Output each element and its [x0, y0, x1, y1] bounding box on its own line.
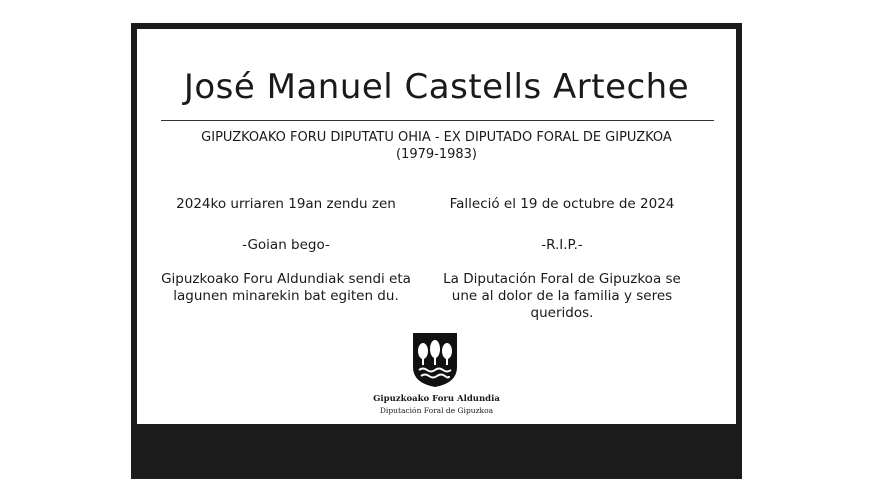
subtitle-years: (1979-1983)	[395, 147, 477, 162]
basque-death-text: 2024ko urriaren 19an zendu zen	[176, 196, 396, 212]
title-divider	[161, 120, 714, 121]
subtitle	[137, 129, 736, 163]
obituary-notice	[131, 23, 742, 479]
subtitle-role: GIPUZKOAKO FORU DIPUTATU OHIA - EX DIPUTADO FORAL DE GIPUZKOA	[201, 130, 672, 145]
basque-rip-text: -Goian bego-	[242, 237, 330, 253]
org-name-spanish: Diputación Foral de Gipuzkoa	[379, 406, 494, 415]
bottom-bar	[131, 424, 742, 479]
deceased-name: José Manuel Castells Arteche	[183, 67, 690, 107]
spanish-rip-text: -R.I.P.-	[541, 237, 583, 253]
basque-condolence-text: Gipuzkoako Foru Aldundiak sendi eta lagunen minarekin bat egiten du.	[161, 271, 411, 304]
spanish-condolence-text: La Diputación Foral de Gipuzkoa se une al dolor de la familia y seres queridos.	[443, 271, 681, 321]
org-name-basque: Gipuzkoako Foru Aldundia	[373, 394, 500, 404]
spanish-death-text: Falleció el 19 de octubre de 2024	[449, 196, 675, 212]
notice-body	[137, 29, 736, 424]
gipuzkoa-crest-icon	[411, 331, 459, 389]
